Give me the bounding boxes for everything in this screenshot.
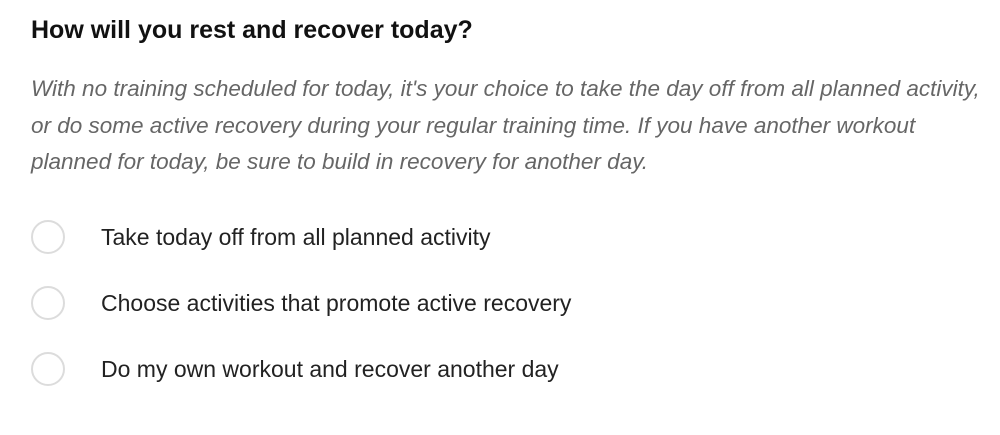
question-description: With no training scheduled for today, it's your choice to take the day off from all planned activity, or do some active recovery during your regular training time. If you have another workout planned for today, be sure to build in recovery for another day. — [31, 76, 980, 174]
option-label[interactable]: Choose activities that promote active recovery — [101, 290, 572, 316]
radio-button[interactable] — [31, 286, 65, 320]
radio-button[interactable] — [31, 220, 65, 254]
radio-button[interactable] — [31, 352, 65, 386]
question-title: How will you rest and recover today? — [31, 16, 473, 44]
option-take-day-off[interactable] — [31, 217, 971, 283]
option-label[interactable]: Do my own workout and recover another day — [101, 356, 559, 382]
option-label[interactable]: Take today off from all planned activity — [101, 224, 491, 250]
option-active-recovery[interactable] — [31, 283, 971, 349]
option-own-workout[interactable] — [31, 349, 971, 415]
recovery-options — [31, 217, 971, 415]
